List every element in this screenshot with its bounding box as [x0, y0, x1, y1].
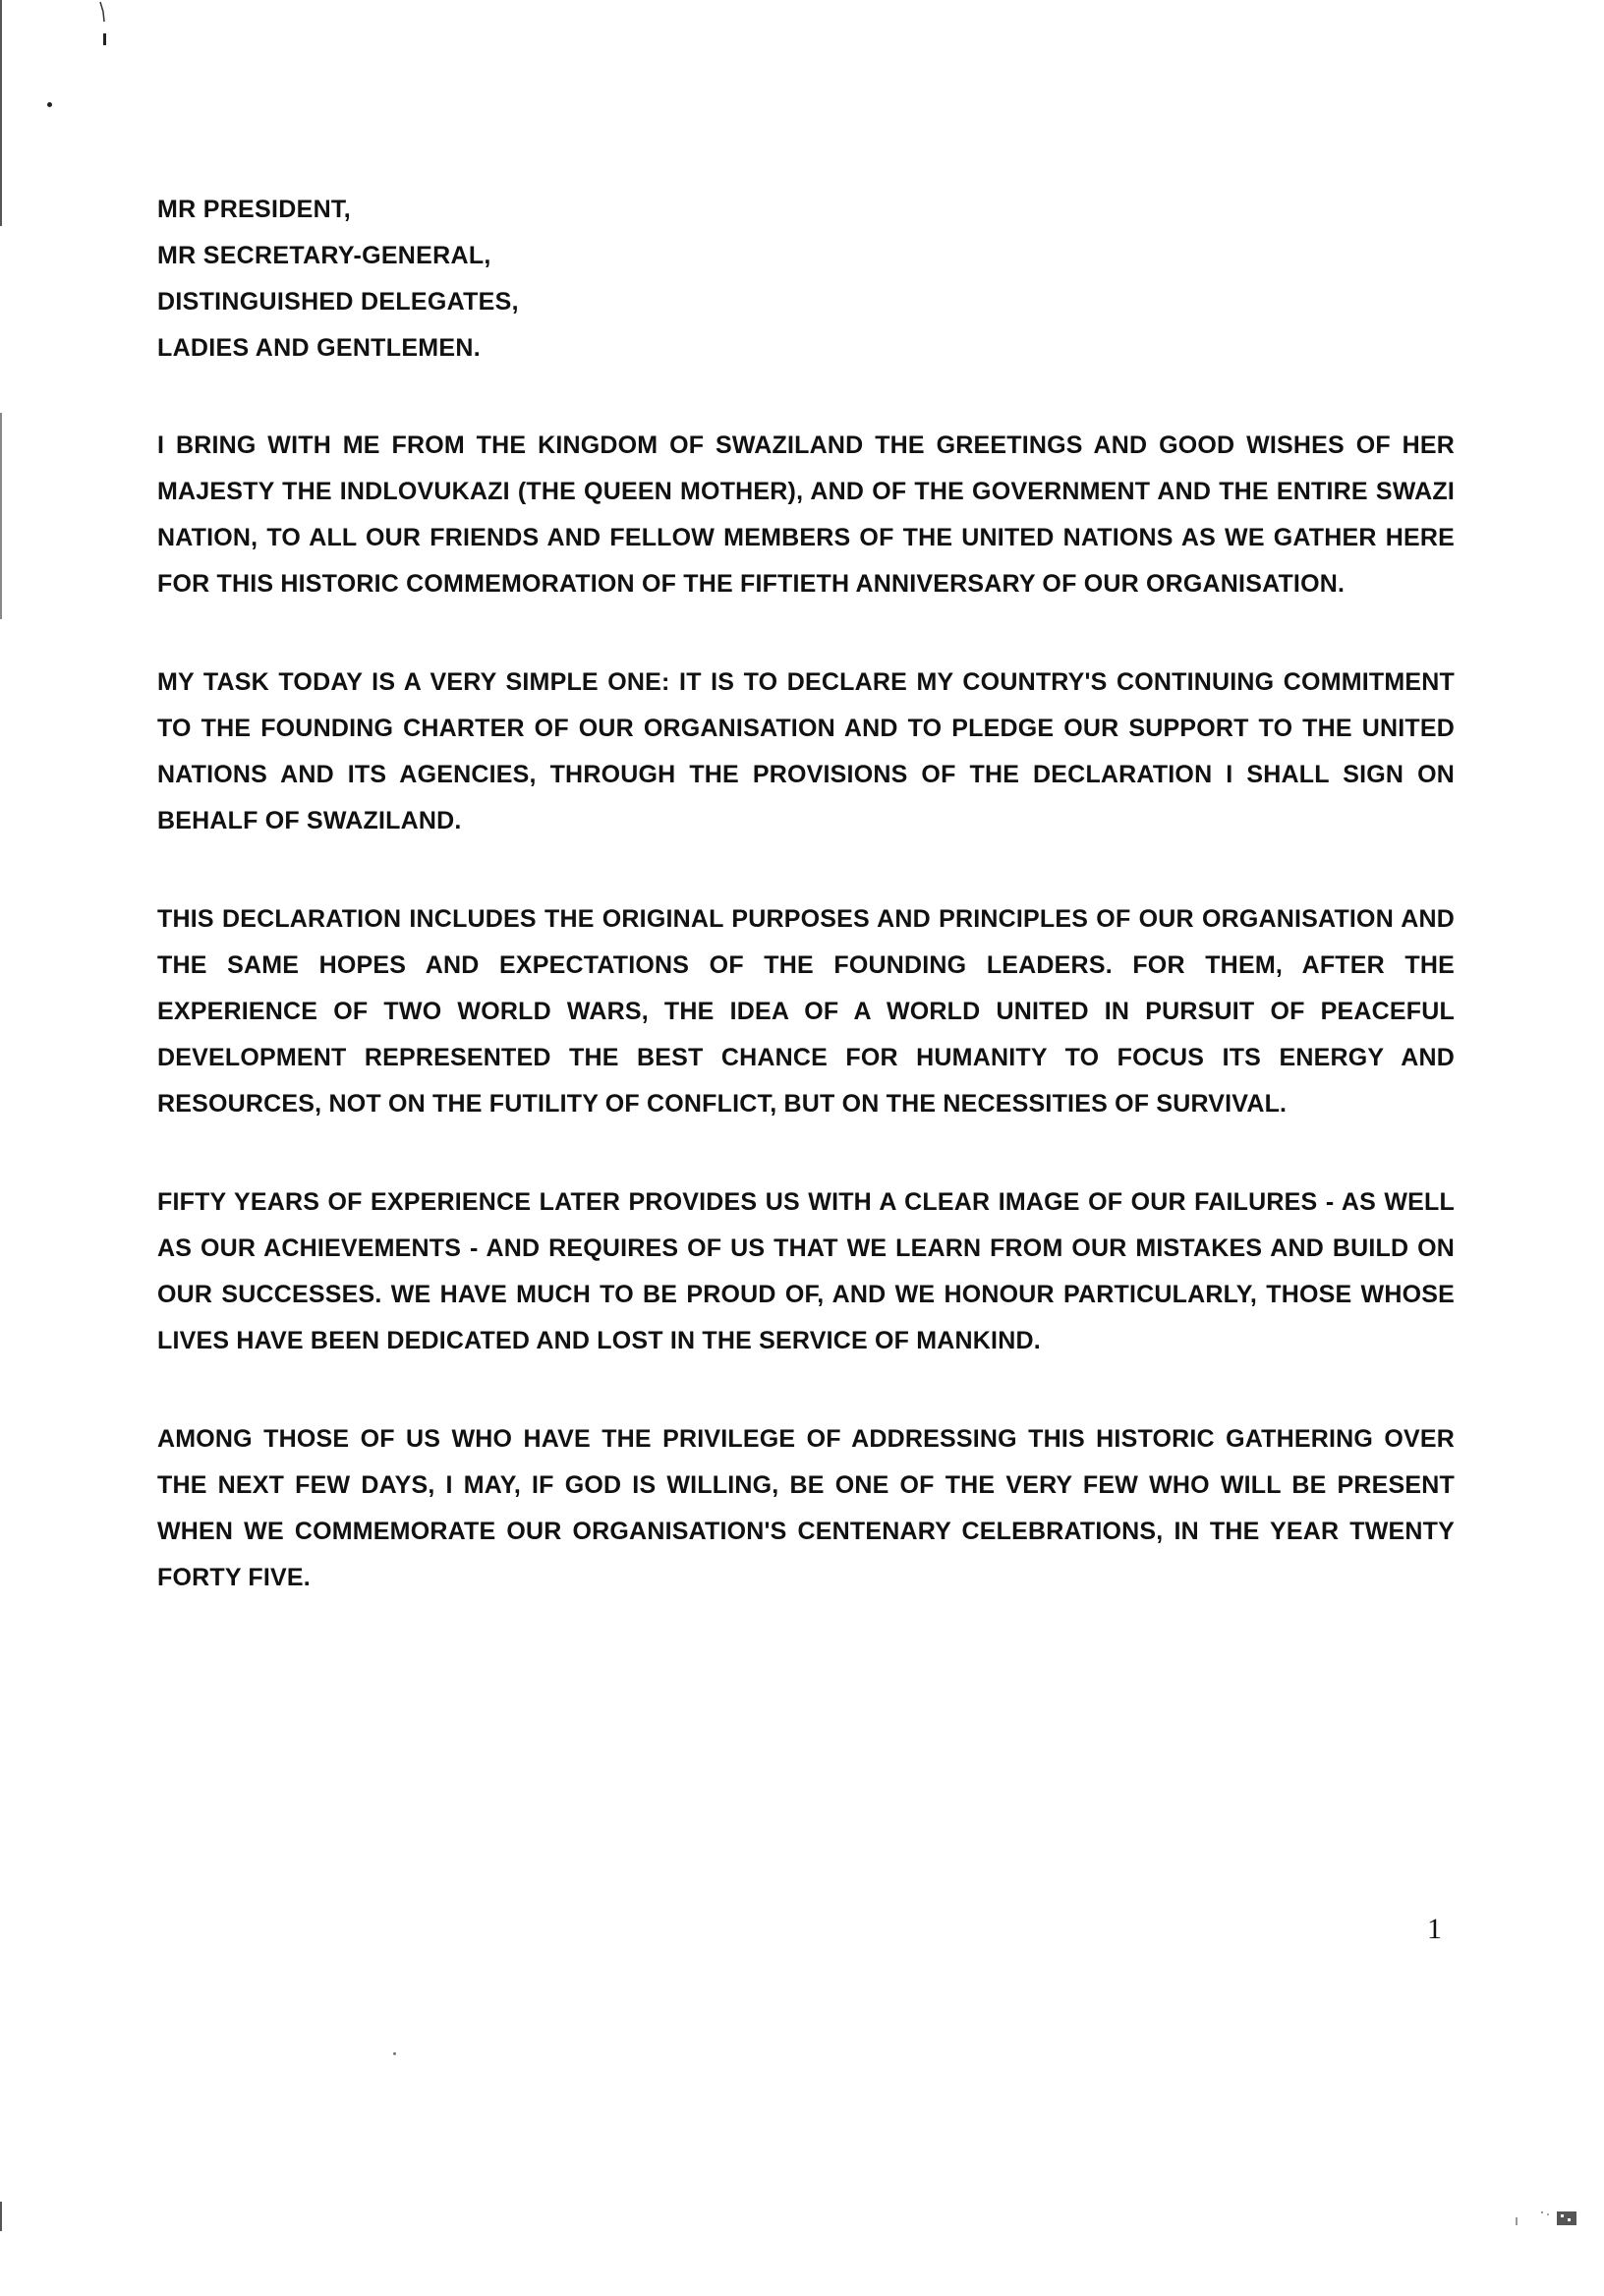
scan-margin-line: [0, 413, 2, 619]
salutation-line: LADIES AND GENTLEMEN.: [157, 334, 481, 362]
body-paragraph: FIFTY YEARS OF EXPERIENCE LATER PROVIDES US WITH A CLEAR IMAGE OF OUR FAILURES - AS WELL AS OUR ACHIEVEMENTS - AND REQUIRES OF US THAT WE LEARN FROM OUR MISTAKES AND BUILD ON OUR SUCCESSES. WE HAVE MUCH TO BE PROUD OF, AND WE HONOUR PARTICULARLY, THOSE WHOSE LIVES HAVE BEEN DEDICATED AND LOST IN THE SERVICE OF MANKIND.: [157, 1188, 1455, 1354]
scan-margin-line: [0, 0, 2, 226]
body-paragraph: AMONG THOSE OF US WHO HAVE THE PRIVILEGE OF ADDRESSING THIS HISTORIC GATHERING OVER THE NEXT FEW DAYS, I MAY, IF GOD IS WILLING, BE ONE OF THE VERY FEW WHO WILL BE PRESENT WHEN WE COMMEMORATE OUR ORGANISATION'S CENTENARY CELEBRATIONS, IN THE YEAR TWENTY FORTY FIVE.: [157, 1425, 1455, 1591]
body-paragraph: MY TASK TODAY IS A VERY SIMPLE ONE: IT IS TO DECLARE MY COUNTRY'S CONTINUING COMMITMENT TO THE FOUNDING CHARTER OF OUR ORGANISATION AND TO PLEDGE OUR SUPPORT TO THE UNITED NATIONS AND ITS AGENCIES, THROUGH THE PROVISIONS OF THE DECLARATION I SHALL SIGN ON BEHALF OF SWAZILAND.: [157, 668, 1455, 834]
scan-speck: [98, 0, 108, 47]
scan-margin-line: [0, 2202, 2, 2231]
body-paragraph: THIS DECLARATION INCLUDES THE ORIGINAL PURPOSES AND PRINCIPLES OF OUR ORGANISATION AND THE SAME HOPES AND EXPECTATIONS OF THE FOUNDING LEADERS. FOR THEM, AFTER THE EXPERIENCE OF TWO WORLD WARS, THE IDEA OF A WORLD UNITED IN PURSUIT OF PEACEFUL DEVELOPMENT REPRESENTED THE BEST CHANCE FOR HUMANITY TO FOCUS ITS ENERGY AND RESOURCES, NOT ON THE FUTILITY OF CONFLICT, BUT ON THE NECESSITIES OF SURVIVAL.: [157, 905, 1455, 1118]
salutation-line: DISTINGUISHED DELEGATES,: [157, 288, 519, 316]
page-number: 1: [1427, 1913, 1442, 1945]
document-body: [157, 187, 1455, 1653]
scan-speck: [47, 102, 52, 107]
salutation-line: MR SECRETARY-GENERAL,: [157, 242, 491, 269]
scan-speck: [1514, 2210, 1592, 2229]
salutation: [157, 187, 1455, 372]
salutation-line: MR PRESIDENT,: [157, 196, 351, 223]
scan-speck: [393, 2052, 396, 2055]
body-paragraph: I BRING WITH ME FROM THE KINGDOM OF SWAZILAND THE GREETINGS AND GOOD WISHES OF HER MAJESTY THE INDLOVUKAZI (THE QUEEN MOTHER), AND OF THE GOVERNMENT AND THE ENTIRE SWAZI NATION, TO ALL OUR FRIENDS AND FELLOW MEMBERS OF THE UNITED NATIONS AS WE GATHER HERE FOR THIS HISTORIC COMMEMORATION OF THE FIFTIETH ANNIVERSARY OF OUR ORGANISATION.: [157, 431, 1455, 598]
